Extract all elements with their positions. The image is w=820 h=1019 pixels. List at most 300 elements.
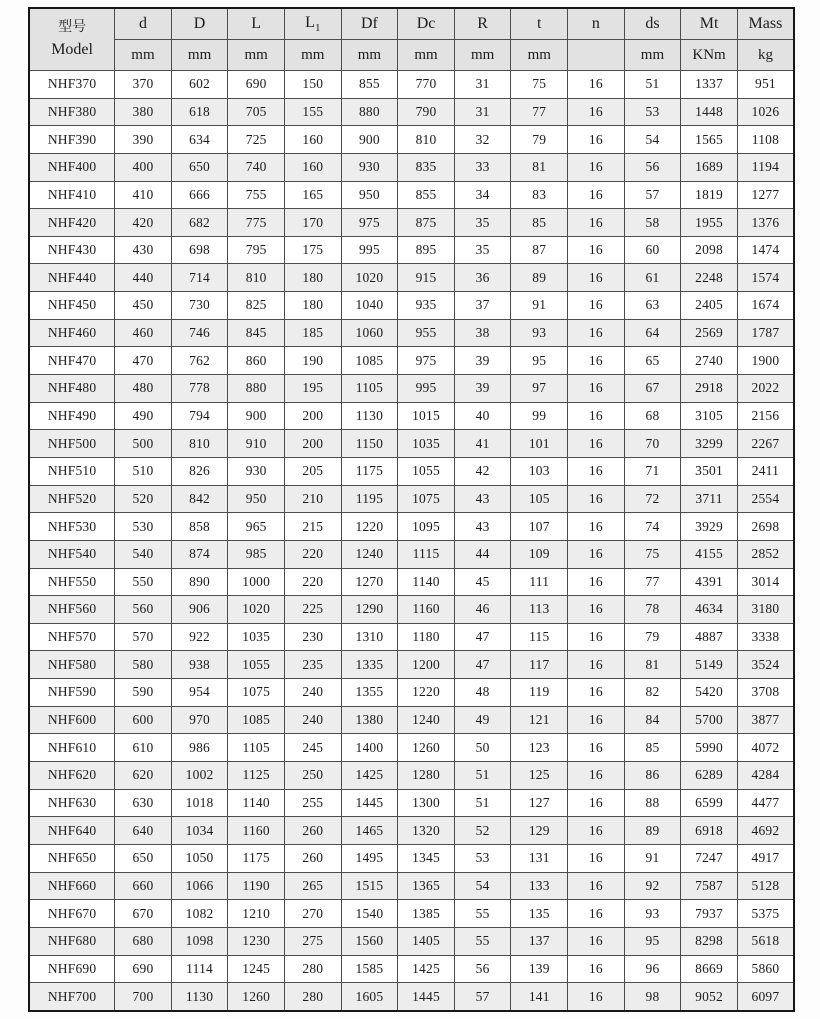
value-cell: 1140 [228, 789, 285, 817]
value-cell: 230 [285, 623, 342, 651]
value-cell: 1105 [228, 734, 285, 762]
table-body [29, 71, 794, 1012]
value-cell: 16 [568, 292, 625, 320]
value-cell: 6599 [681, 789, 738, 817]
model-cell: NHF390 [29, 126, 115, 154]
value-cell: 2405 [681, 292, 738, 320]
value-cell: 2918 [681, 375, 738, 403]
table-row [29, 236, 794, 264]
value-cell: 16 [568, 485, 625, 513]
value-cell: 826 [171, 457, 228, 485]
value-cell: 634 [171, 126, 228, 154]
value-cell: 16 [568, 319, 625, 347]
value-cell: 1050 [171, 844, 228, 872]
value-cell: 1140 [398, 568, 455, 596]
value-cell: 1900 [737, 347, 794, 375]
value-cell: 16 [568, 623, 625, 651]
model-cell: NHF670 [29, 900, 115, 928]
model-cell: NHF530 [29, 513, 115, 541]
model-cell: NHF370 [29, 71, 115, 99]
column-header-df: Df [341, 8, 398, 40]
value-cell: 730 [171, 292, 228, 320]
value-cell: 1108 [737, 126, 794, 154]
value-cell: 650 [115, 844, 172, 872]
value-cell: 36 [454, 264, 511, 292]
value-cell: 1445 [398, 983, 455, 1011]
value-cell: 2698 [737, 513, 794, 541]
value-cell: 16 [568, 264, 625, 292]
value-cell: 260 [285, 817, 342, 845]
model-cell: NHF440 [29, 264, 115, 292]
value-cell: 1075 [228, 679, 285, 707]
value-cell: 3105 [681, 402, 738, 430]
value-cell: 1280 [398, 762, 455, 790]
value-cell: 16 [568, 126, 625, 154]
value-cell: 1674 [737, 292, 794, 320]
model-cell: NHF640 [29, 817, 115, 845]
value-cell: 54 [624, 126, 681, 154]
value-cell: 44 [454, 540, 511, 568]
value-cell: 139 [511, 955, 568, 983]
value-cell: 1260 [228, 983, 285, 1011]
value-cell: 1405 [398, 927, 455, 955]
value-cell: 1035 [398, 430, 455, 458]
value-cell: 930 [341, 153, 398, 181]
column-header-subscript: 1 [314, 22, 321, 35]
value-cell: 2098 [681, 236, 738, 264]
value-cell: 618 [171, 98, 228, 126]
value-cell: 16 [568, 71, 625, 99]
value-cell: 698 [171, 236, 228, 264]
value-cell: 650 [171, 153, 228, 181]
value-cell: 985 [228, 540, 285, 568]
value-cell: 137 [511, 927, 568, 955]
model-cell: NHF550 [29, 568, 115, 596]
table-row [29, 651, 794, 679]
value-cell: 1540 [341, 900, 398, 928]
value-cell: 370 [115, 71, 172, 99]
table-row [29, 292, 794, 320]
value-cell: 1574 [737, 264, 794, 292]
table-row [29, 817, 794, 845]
value-cell: 1385 [398, 900, 455, 928]
value-cell: 700 [115, 983, 172, 1011]
value-cell: 133 [511, 872, 568, 900]
value-cell: 1220 [341, 513, 398, 541]
value-cell: 1160 [398, 596, 455, 624]
value-cell: 51 [454, 762, 511, 790]
model-cell: NHF570 [29, 623, 115, 651]
value-cell: 430 [115, 236, 172, 264]
value-cell: 37 [454, 292, 511, 320]
value-cell: 160 [285, 153, 342, 181]
value-cell: 54 [454, 872, 511, 900]
value-cell: 1040 [341, 292, 398, 320]
value-cell: 280 [285, 983, 342, 1011]
value-cell: 5618 [737, 927, 794, 955]
value-cell: 8669 [681, 955, 738, 983]
model-cell: NHF590 [29, 679, 115, 707]
value-cell: 1365 [398, 872, 455, 900]
value-cell: 103 [511, 457, 568, 485]
value-cell: 1085 [341, 347, 398, 375]
column-unit-mt: KNm [681, 40, 738, 71]
column-unit-l1: mm [285, 40, 342, 71]
value-cell: 84 [624, 706, 681, 734]
value-cell: 3180 [737, 596, 794, 624]
value-cell: 874 [171, 540, 228, 568]
value-cell: 220 [285, 540, 342, 568]
column-header-r: R [454, 8, 511, 40]
value-cell: 42 [454, 457, 511, 485]
value-cell: 8298 [681, 927, 738, 955]
value-cell: 34 [454, 181, 511, 209]
value-cell: 490 [115, 402, 172, 430]
table-row [29, 126, 794, 154]
value-cell: 16 [568, 430, 625, 458]
value-cell: 930 [228, 457, 285, 485]
value-cell: 16 [568, 347, 625, 375]
value-cell: 92 [624, 872, 681, 900]
table-row [29, 71, 794, 99]
value-cell: 1220 [398, 679, 455, 707]
table-row [29, 734, 794, 762]
value-cell: 1105 [341, 375, 398, 403]
model-cell: NHF620 [29, 762, 115, 790]
value-cell: 88 [624, 789, 681, 817]
value-cell: 101 [511, 430, 568, 458]
value-cell: 1819 [681, 181, 738, 209]
value-cell: 935 [398, 292, 455, 320]
value-cell: 3708 [737, 679, 794, 707]
value-cell: 175 [285, 236, 342, 264]
value-cell: 85 [511, 209, 568, 237]
value-cell: 1787 [737, 319, 794, 347]
value-cell: 1560 [341, 927, 398, 955]
value-cell: 450 [115, 292, 172, 320]
value-cell: 1245 [228, 955, 285, 983]
value-cell: 790 [398, 98, 455, 126]
value-cell: 1085 [228, 706, 285, 734]
table-row [29, 623, 794, 651]
value-cell: 1376 [737, 209, 794, 237]
value-cell: 7247 [681, 844, 738, 872]
value-cell: 842 [171, 485, 228, 513]
value-cell: 770 [398, 71, 455, 99]
value-cell: 530 [115, 513, 172, 541]
model-cell: NHF490 [29, 402, 115, 430]
value-cell: 43 [454, 513, 511, 541]
table-row [29, 679, 794, 707]
value-cell: 86 [624, 762, 681, 790]
column-header-l: L [228, 8, 285, 40]
value-cell: 1175 [341, 457, 398, 485]
column-unit-l: mm [228, 40, 285, 71]
model-cell: NHF500 [29, 430, 115, 458]
model-cell: NHF450 [29, 292, 115, 320]
value-cell: 1130 [341, 402, 398, 430]
value-cell: 83 [511, 181, 568, 209]
model-cell: NHF680 [29, 927, 115, 955]
value-cell: 390 [115, 126, 172, 154]
model-cell: NHF430 [29, 236, 115, 264]
value-cell: 1210 [228, 900, 285, 928]
value-cell: 1020 [228, 596, 285, 624]
model-cell: NHF580 [29, 651, 115, 679]
value-cell: 1114 [171, 955, 228, 983]
table-row [29, 430, 794, 458]
column-unit-ds: mm [624, 40, 681, 71]
value-cell: 16 [568, 955, 625, 983]
value-cell: 810 [228, 264, 285, 292]
value-cell: 5860 [737, 955, 794, 983]
value-cell: 950 [341, 181, 398, 209]
value-cell: 2554 [737, 485, 794, 513]
value-cell: 480 [115, 375, 172, 403]
table-row [29, 596, 794, 624]
table-row [29, 181, 794, 209]
value-cell: 16 [568, 98, 625, 126]
value-cell: 205 [285, 457, 342, 485]
value-cell: 3711 [681, 485, 738, 513]
value-cell: 1320 [398, 817, 455, 845]
value-cell: 16 [568, 457, 625, 485]
value-cell: 740 [228, 153, 285, 181]
value-cell: 855 [341, 71, 398, 99]
value-cell: 1474 [737, 236, 794, 264]
value-cell: 77 [624, 568, 681, 596]
value-cell: 965 [228, 513, 285, 541]
model-cell: NHF380 [29, 98, 115, 126]
value-cell: 725 [228, 126, 285, 154]
model-cell: NHF420 [29, 209, 115, 237]
value-cell: 540 [115, 540, 172, 568]
value-cell: 1585 [341, 955, 398, 983]
model-cell: NHF510 [29, 457, 115, 485]
value-cell: 950 [228, 485, 285, 513]
value-cell: 81 [624, 651, 681, 679]
model-cell: NHF470 [29, 347, 115, 375]
value-cell: 1425 [341, 762, 398, 790]
value-cell: 16 [568, 596, 625, 624]
value-cell: 845 [228, 319, 285, 347]
column-header-d: D [171, 8, 228, 40]
value-cell: 620 [115, 762, 172, 790]
column-header-t: t [511, 8, 568, 40]
value-cell: 855 [398, 181, 455, 209]
value-cell: 105 [511, 485, 568, 513]
value-cell: 986 [171, 734, 228, 762]
value-cell: 640 [115, 817, 172, 845]
column-unit-t: mm [511, 40, 568, 71]
value-cell: 57 [624, 181, 681, 209]
value-cell: 970 [171, 706, 228, 734]
value-cell: 82 [624, 679, 681, 707]
value-cell: 240 [285, 679, 342, 707]
value-cell: 666 [171, 181, 228, 209]
value-cell: 938 [171, 651, 228, 679]
value-cell: 3338 [737, 623, 794, 651]
value-cell: 58 [624, 209, 681, 237]
value-cell: 900 [341, 126, 398, 154]
value-cell: 95 [511, 347, 568, 375]
column-unit-n [568, 40, 625, 71]
value-cell: 33 [454, 153, 511, 181]
value-cell: 16 [568, 209, 625, 237]
value-cell: 910 [228, 430, 285, 458]
table-header [29, 8, 794, 71]
value-cell: 795 [228, 236, 285, 264]
value-cell: 64 [624, 319, 681, 347]
table-row [29, 706, 794, 734]
value-cell: 1026 [737, 98, 794, 126]
value-cell: 951 [737, 71, 794, 99]
value-cell: 56 [454, 955, 511, 983]
value-cell: 1130 [171, 983, 228, 1011]
value-cell: 129 [511, 817, 568, 845]
column-header-l1: $L_1$ [285, 8, 342, 40]
value-cell: 380 [115, 98, 172, 126]
value-cell: 16 [568, 181, 625, 209]
value-cell: 630 [115, 789, 172, 817]
column-unit-mass: kg [737, 40, 794, 71]
value-cell: 810 [171, 430, 228, 458]
value-cell: 860 [228, 347, 285, 375]
value-cell: 280 [285, 955, 342, 983]
value-cell: 16 [568, 679, 625, 707]
value-cell: 1448 [681, 98, 738, 126]
value-cell: 1034 [171, 817, 228, 845]
value-cell: 1055 [398, 457, 455, 485]
table-row [29, 457, 794, 485]
value-cell: 125 [511, 762, 568, 790]
value-cell: 4477 [737, 789, 794, 817]
model-cell: NHF540 [29, 540, 115, 568]
value-cell: 16 [568, 651, 625, 679]
value-cell: 16 [568, 789, 625, 817]
value-cell: 3014 [737, 568, 794, 596]
table-row [29, 319, 794, 347]
value-cell: 1125 [228, 762, 285, 790]
model-cell: NHF630 [29, 789, 115, 817]
value-cell: 1300 [398, 789, 455, 817]
value-cell: 1345 [398, 844, 455, 872]
value-cell: 1689 [681, 153, 738, 181]
value-cell: 690 [228, 71, 285, 99]
value-cell: 570 [115, 623, 172, 651]
value-cell: 48 [454, 679, 511, 707]
column-header-ds: ds [624, 8, 681, 40]
model-cell: NHF410 [29, 181, 115, 209]
value-cell: 250 [285, 762, 342, 790]
value-cell: 880 [228, 375, 285, 403]
value-cell: 1495 [341, 844, 398, 872]
value-cell: 31 [454, 98, 511, 126]
value-cell: 52 [454, 817, 511, 845]
value-cell: 85 [624, 734, 681, 762]
table-row [29, 153, 794, 181]
value-cell: 2740 [681, 347, 738, 375]
value-cell: 79 [511, 126, 568, 154]
value-cell: 55 [454, 927, 511, 955]
value-cell: 975 [398, 347, 455, 375]
value-cell: 680 [115, 927, 172, 955]
value-cell: 875 [398, 209, 455, 237]
value-cell: 210 [285, 485, 342, 513]
value-cell: 49 [454, 706, 511, 734]
value-cell: 225 [285, 596, 342, 624]
value-cell: 40 [454, 402, 511, 430]
value-cell: 590 [115, 679, 172, 707]
value-cell: 141 [511, 983, 568, 1011]
value-cell: 245 [285, 734, 342, 762]
value-cell: 995 [341, 236, 398, 264]
value-cell: 195 [285, 375, 342, 403]
value-cell: 93 [511, 319, 568, 347]
table-row [29, 983, 794, 1011]
value-cell: 117 [511, 651, 568, 679]
value-cell: 16 [568, 872, 625, 900]
value-cell: 1445 [341, 789, 398, 817]
value-cell: 16 [568, 513, 625, 541]
value-cell: 1425 [398, 955, 455, 983]
value-cell: 200 [285, 402, 342, 430]
value-cell: 43 [454, 485, 511, 513]
value-cell: 113 [511, 596, 568, 624]
value-cell: 170 [285, 209, 342, 237]
value-cell: 16 [568, 706, 625, 734]
value-cell: 1355 [341, 679, 398, 707]
value-cell: 762 [171, 347, 228, 375]
value-cell: 895 [398, 236, 455, 264]
value-cell: 72 [624, 485, 681, 513]
value-cell: 1200 [398, 651, 455, 679]
table-row [29, 955, 794, 983]
model-cell: NHF700 [29, 983, 115, 1011]
value-cell: 550 [115, 568, 172, 596]
value-cell: 255 [285, 789, 342, 817]
value-cell: 16 [568, 540, 625, 568]
value-cell: 75 [511, 71, 568, 99]
value-cell: 16 [568, 568, 625, 596]
value-cell: 580 [115, 651, 172, 679]
value-cell: 46 [454, 596, 511, 624]
value-cell: 1337 [681, 71, 738, 99]
value-cell: 65 [624, 347, 681, 375]
value-cell: 35 [454, 209, 511, 237]
value-cell: 32 [454, 126, 511, 154]
value-cell: 109 [511, 540, 568, 568]
value-cell: 185 [285, 319, 342, 347]
value-cell: 1290 [341, 596, 398, 624]
value-cell: 400 [115, 153, 172, 181]
table-row [29, 98, 794, 126]
value-cell: 81 [511, 153, 568, 181]
value-cell: 38 [454, 319, 511, 347]
value-cell: 6097 [737, 983, 794, 1011]
model-cell: NHF520 [29, 485, 115, 513]
value-cell: 1400 [341, 734, 398, 762]
value-cell: 1565 [681, 126, 738, 154]
value-cell: 16 [568, 817, 625, 845]
value-cell: 53 [454, 844, 511, 872]
value-cell: 954 [171, 679, 228, 707]
value-cell: 1055 [228, 651, 285, 679]
value-cell: 5990 [681, 734, 738, 762]
column-unit-d: mm [115, 40, 172, 71]
value-cell: 746 [171, 319, 228, 347]
column-header-mass: Mass [737, 8, 794, 40]
